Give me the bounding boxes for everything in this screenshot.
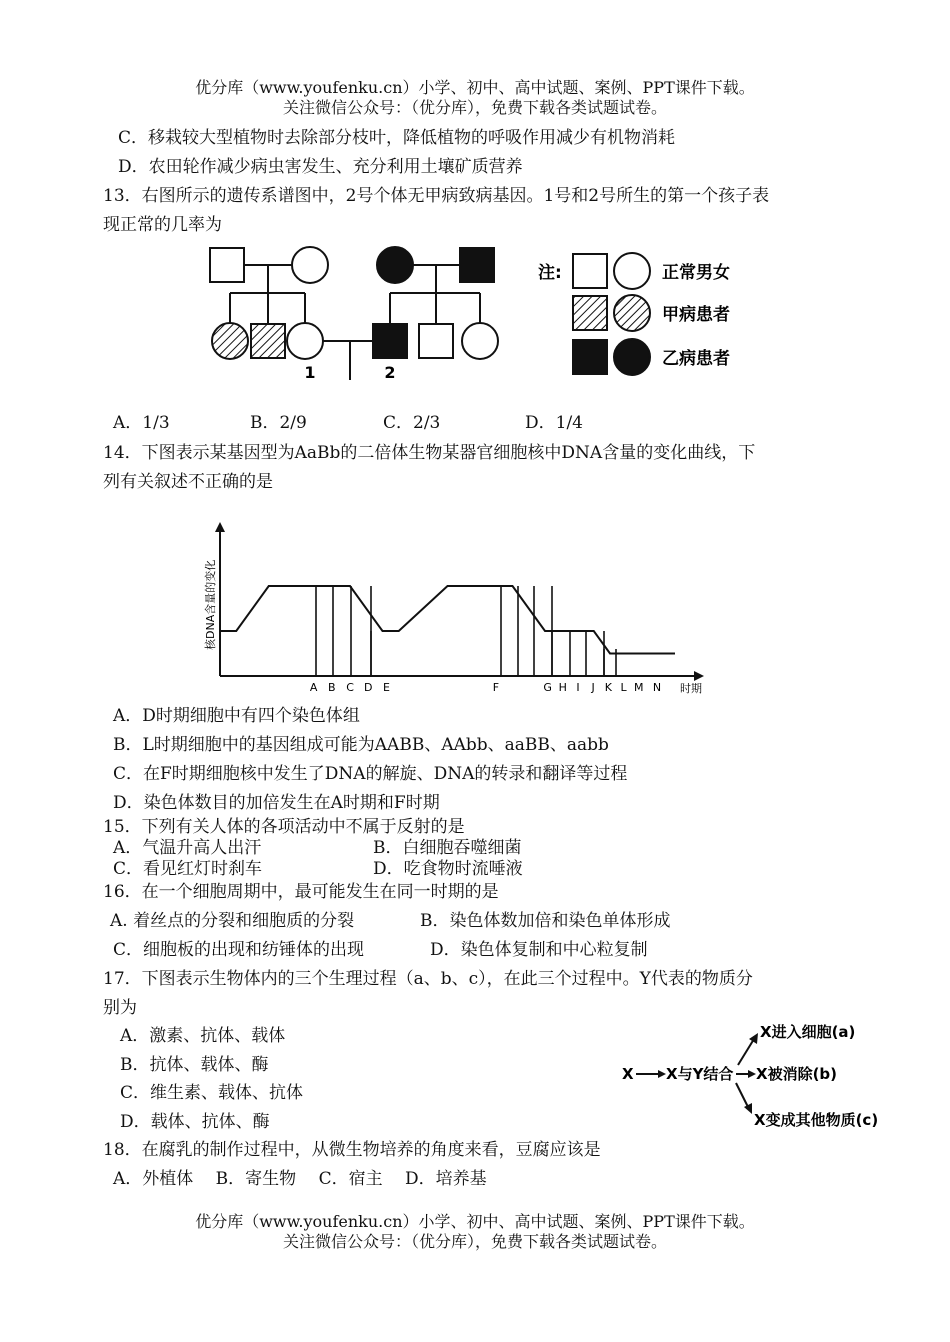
- q13-stem-line-1: 13．右图所示的遗传系谱图中，2号个体无甲病致病基因。1号和2号所生的第一个孩子表: [103, 186, 770, 206]
- legend-a-female: [614, 295, 650, 331]
- q17-stem-line-2: 别为: [103, 998, 137, 1018]
- legend-a-label: 甲病患者: [662, 305, 730, 325]
- chart-tick-G: G: [543, 681, 552, 694]
- q17-option-d: D．载体、抗体、酶: [120, 1112, 270, 1132]
- chart-tick-A: A: [309, 681, 318, 694]
- q14-option-a: A．D时期细胞中有四个染色体组: [113, 706, 360, 726]
- pedigree-male-disease-a: [251, 324, 285, 358]
- pedigree-female-disease-a: [212, 323, 248, 359]
- diagram-xy-bind: X与Y结合: [666, 1065, 734, 1083]
- q15-option-a: A．气温升高人出汗: [113, 838, 262, 858]
- chart-tick-B: B: [328, 681, 336, 694]
- chart-tick-J: J: [591, 681, 595, 694]
- diagram-x: X: [622, 1065, 634, 1083]
- chart-tick-H: H: [558, 681, 567, 694]
- process-diagram: [618, 1015, 890, 1135]
- pedigree-diagram: [200, 238, 760, 388]
- q15-option-d: D．吃食物时流唾液: [373, 859, 523, 879]
- q13-option-d: D．1/4: [525, 413, 583, 433]
- q16-option-a: A. 着丝点的分裂和细胞质的分裂: [110, 911, 355, 931]
- chart-x-label: 时期: [680, 682, 702, 695]
- chart-tick-E: E: [383, 681, 391, 694]
- legend-b-female: [614, 339, 650, 375]
- q17-stem-line-1: 17．下图表示生物体内的三个生理过程（a、b、c），在此三个过程中。Y代表的物质分: [103, 969, 753, 989]
- chart-tick-I: I: [576, 681, 580, 694]
- chart-tick-K: K: [604, 681, 612, 694]
- footer-line-2: 关注微信公众号：（优分库），免费下载各类试题试卷。: [282, 1232, 667, 1251]
- footer-line-1: 优分库（www.youfenku.cn）小学、初中、高中试题、案例、PPT课件下载。: [195, 1212, 755, 1231]
- q17-option-a: A．激素、抗体、载体: [120, 1026, 286, 1046]
- chart-y-arrow: [215, 522, 225, 532]
- diagram-process-a: X进入细胞(a): [760, 1023, 856, 1041]
- pedigree-male-disease-b: [460, 248, 494, 282]
- q15-option-c: C．看见红灯时刹车: [113, 859, 263, 879]
- pedigree-label-1: 1: [304, 363, 316, 382]
- q12-option-c: C．移栽较大型植物时去除部分枝叶，降低植物的呼吸作用减少有机物消耗: [118, 128, 676, 148]
- q13-option-a: A．1/3: [113, 413, 170, 433]
- q16-option-b: B．染色体数加倍和染色单体形成: [420, 911, 671, 931]
- q18-stem: 18．在腐乳的制作过程中，从微生物培养的角度来看，豆腐应该是: [103, 1140, 601, 1160]
- legend-normal-female: [614, 253, 650, 289]
- dna-curve: [220, 586, 675, 654]
- legend-a-male: [573, 296, 607, 330]
- chart-x-arrow: [694, 671, 704, 681]
- q14-stem-line-1: 14．下图表示某基因型为AaBb的二倍体生物某器官细胞核中DNA含量的变化曲线，下: [103, 443, 756, 463]
- q16-stem: 16．在一个细胞周期中，最可能发生在同一时期的是: [103, 882, 499, 902]
- pedigree-female-normal: [292, 247, 328, 283]
- q13-stem-line-2: 现正常的几率为: [103, 215, 222, 235]
- q14-option-b: B．L时期细胞中的基因组成可能为AABB、AAbb、aaBB、aabb: [113, 735, 609, 755]
- chart-tick-L: L: [620, 681, 627, 694]
- q17-option-b: B．抗体、载体、酶: [120, 1055, 269, 1075]
- chart-tick-C: C: [346, 681, 354, 694]
- chart-tick-F: F: [492, 681, 500, 694]
- q15-option-b: B．白细胞吞噬细菌: [373, 838, 522, 858]
- legend-title: 注:: [538, 263, 562, 283]
- pedigree-male-normal: [210, 248, 244, 282]
- pedigree-male-normal-2: [419, 324, 453, 358]
- q15-stem: 15．下列有关人体的各项活动中不属于反射的是: [103, 817, 465, 837]
- diagram-process-b: X被消除(b): [756, 1065, 838, 1083]
- legend-b-label: 乙病患者: [662, 349, 730, 369]
- q16-option-c: C．细胞板的出现和纺锤体的出现: [113, 940, 365, 960]
- q14-stem-line-2: 列有关叙述不正确的是: [103, 472, 273, 492]
- q13-option-c: C．2/3: [383, 413, 441, 433]
- pedigree-individual-1: [287, 323, 323, 359]
- legend-b-male: [573, 340, 607, 374]
- header-line-2: 关注微信公众号：（优分库），免费下载各类试题试卷。: [282, 98, 667, 117]
- chart-y-label: 核DNA含量的变化: [204, 559, 217, 650]
- chart-tick-N: N: [652, 681, 662, 694]
- dna-content-chart: [196, 520, 716, 698]
- q14-option-c: C．在F时期细胞核中发生了DNA的解旋、DNA的转录和翻译等过程: [113, 764, 628, 784]
- q18-options: A．外植体 B．寄生物 C．宿主 D．培养基: [113, 1169, 487, 1189]
- diagram-process-c: X变成其他物质(c): [754, 1111, 879, 1129]
- q14-option-d: D．染色体数目的加倍发生在A时期和F时期: [113, 793, 440, 813]
- q17-option-c: C．维生素、载体、抗体: [120, 1083, 304, 1103]
- q16-option-d: D．染色体复制和中心粒复制: [430, 940, 648, 960]
- pedigree-female-disease-b: [377, 247, 413, 283]
- chart-tick-M: M: [633, 681, 644, 694]
- pedigree-female-normal-2: [462, 323, 498, 359]
- pedigree-label-2: 2: [384, 363, 396, 382]
- legend-normal-label: 正常男女: [662, 263, 730, 283]
- header-line-1: 优分库（www.youfenku.cn）小学、初中、高中试题、案例、PPT课件下载。: [195, 78, 755, 97]
- chart-tick-D: D: [364, 681, 373, 694]
- q13-option-b: B．2/9: [250, 413, 307, 433]
- q12-option-d: D．农田轮作减少病虫害发生、充分利用土壤矿质营养: [118, 157, 523, 177]
- pedigree-individual-2: [373, 324, 407, 358]
- legend-normal-male: [573, 254, 607, 288]
